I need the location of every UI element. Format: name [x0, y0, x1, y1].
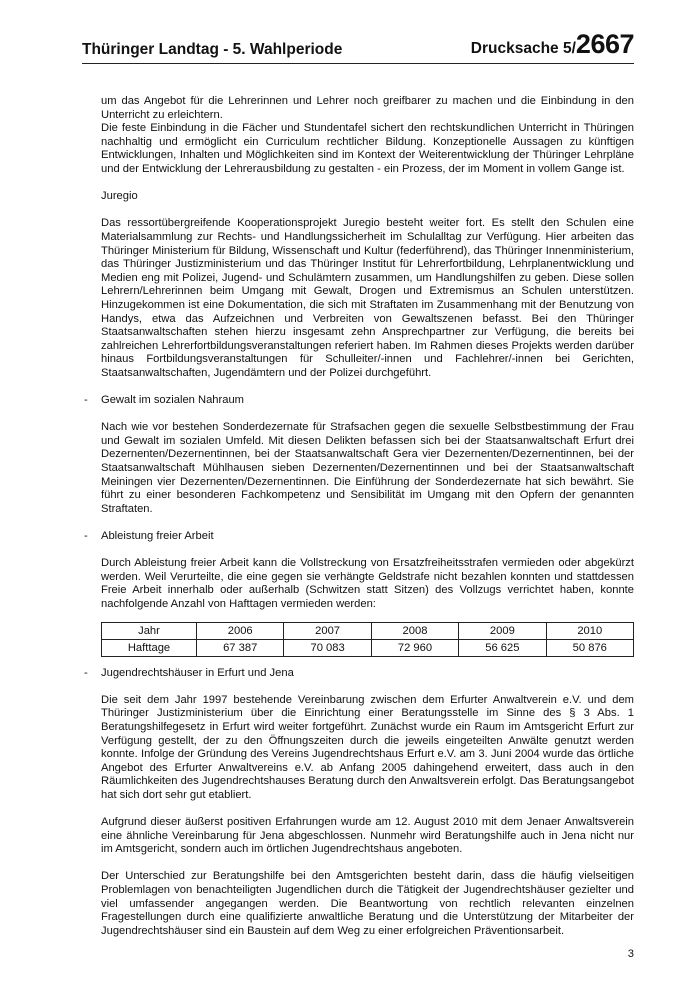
table-row [102, 639, 634, 656]
table-cell: 56 625 [459, 639, 546, 656]
table-cell: 2006 [197, 622, 284, 639]
paragraph-juregio: Das ressortübergreifende Kooperationsprojekt Juregio besteht weiter fort. Es stellt den Schulen eine Materialsammlung zur Rechts- und Handlungssicherheit im Schulalltag zur Verfügung. Hier arbeiten das Thüringer Ministerium für Bildung, Wissenschaft und Kultur (federführend), das Thüringer Innenministerium, das Thüringer Justizministerium und das Thüringer Institut für Lehrerfortbildung, Lehrplanentwicklung und Medien eng mit Polizei, Jugend- und Schulämtern zusammen, um Handlungshilfen zu geben. Diese sollen Lehrern/Lehrerinnen beim Umgang mit Gewalt, Drogen und Extremismus an Schulen unterstützen. Hinzugekommen ist eine Dokumentation, die sich mit Straftaten im Zusammenhang mit der Benutzung von Handys, etwa das Aufzeichnen und Verbreiten von Gewaltszenen befasst. Bei den Thüringer Staatsanwaltschaften stehen hierzu insgesamt zehn Ansprechpartner zur Verfügung, die bereits bei zahlreichen Lehrerfortbildungsveranstaltungen referiert haben. Im Rahmen dieses Projekts werden darüber hinaus Fortbildungsveranstaltungen für Schulleiter/-innen und Fachlehrer/-innen bei Gerichten, Staatsanwaltschaften, Jugendämtern und der Polizei durchgeführt. [101, 217, 634, 379]
table-cell: 2009 [459, 622, 546, 639]
heading-arbeit [84, 530, 634, 544]
table-cell: 2007 [284, 622, 371, 639]
paragraph-arbeit: Durch Ableistung freier Arbeit kann die Vollstreckung von Ersatzfreiheitsstrafen vermieden oder abgekürzt werden. Weil Verurteilte, die eine gegen sie verhängte Geldstrafe nicht bezahlen konnten und stattdessen Freie Arbeit innerhalb oder außerhalb (Schwitzen statt Sitzen) des Vollzugs verrichtet haben, konnte nachfolgende Anzahl von Hafttagen vermieden werden: [101, 557, 634, 610]
document-body [84, 95, 634, 938]
drucksache-label [471, 29, 634, 60]
table-cell: 2008 [371, 622, 458, 639]
heading-arbeit-text: Ableistung freier Arbeit [101, 530, 214, 542]
bullet-dash: - [84, 530, 88, 542]
table-cell: Hafttage [102, 639, 197, 656]
table-cell: 67 387 [197, 639, 284, 656]
paragraph-gewalt: Nach wie vor bestehen Sonderdezernate für Strafsachen gegen die sexuelle Selbstbestimmung der Frau und Gewalt im sozialen Umfeld. Mit diesen Delikten befassen sich bei der Staatsanwaltschaft Erfurt drei Dezernenten/Dezernentinnen, bei der Staatsanwaltschaft Gera vier Dezernenten/Dezernentinnen, bei der Staatsanwaltschaft Mühlhausen sieben Dezernenten/Dezernentinnen und bei der Staatsanwaltschaft Meiningen vier Dezernenten/Dezernentinnen. Die Einführung der Sonderdezernate hat sich bewährt. Sie führt zu einer besonderen Fachkompetenz und Sensibilität im Umgang mit den Opfern der genannten Straftaten. [101, 421, 634, 515]
drucksache-prefix: Drucksache 5/ [470, 40, 576, 57]
paragraph-intro: um das Angebot für die Lehrerinnen und Lehrer noch greifbarer zu machen und die Einbindung in den Unterricht zu erleichtern. [101, 95, 634, 121]
table-cell: 50 876 [546, 639, 633, 656]
bullet-dash: - [84, 394, 88, 407]
heading-jugendrechtshaus-text: Jugendrechtshäuser in Erfurt und Jena [101, 666, 294, 679]
paragraph-jugend-2: Aufgrund dieser äußerst positiven Erfahrungen wurde am 12. August 2010 mit dem Jenaer Anwaltsverein eine ähnliche Vereinbarung für Jena abgeschlossen. Nunmehr wird Beratungshilfe auch in Jena nicht nur im Amtsgericht, sondern auch im örtlichen Jugendrechtshaus angeboten. [101, 816, 634, 856]
page-header [82, 29, 634, 64]
heading-gewalt [84, 394, 634, 408]
drucksache-number: 2667 [575, 29, 634, 59]
table-row [102, 622, 634, 639]
paragraph-curriculum: Die feste Einbindung in die Fächer und Stundentafel sichert den rechtskundlichen Unterricht in Thüringen nachhaltig und ermöglicht ein Curriculum rechtlicher Bildung. Konzeptionelle Aussagen zu künftigen Entwicklungen, Inhalten und Möglichkeiten sind im Kontext der Weiterentwicklung der Thüringer Lehrpläne und der Entwicklung der Lehrerausbildung zu gestalten - ein Prozess, der im Moment in vollem Gange ist. [101, 122, 634, 175]
page-number: 3 [627, 948, 634, 960]
paragraph-jugend-1: Die seit dem Jahr 1997 bestehende Vereinbarung zwischen dem Erfurter Anwaltverein e.V. und dem Thüringer Justizministerium über die Einrichtung einer Beratungsstelle im Sinne des § 3 Abs. 1 Beratungshilfegesetz in Erfurt wird weiter fortgeführt. Zunächst wurde ein Raum im Amtsgericht Erfurt zur Verfügung gestellt, der zu den Öffnungszeiten durch die jeweils eingeteilten Anwälte genutzt werden konnte. Infolge der Gründung des Vereins Jugendrechtshaus Erfurt e.V. am 3. Juni 2004 wurde das örtliche Angebot des Erfurter Anwaltvereins e.V. ab Anfang 2005 dahingehend erweitert, dass auch in den Räumlichkeiten des Jugendrechtshauses Beratung durch den Anwaltsverein erfolgt. Das Beratungsangebot hat sich dort sehr gut etabliert. [101, 693, 634, 801]
paragraph-jugend-3: Der Unterschied zur Beratungshilfe bei den Amtsgerichten besteht darin, dass die häufig vielseitigen Problemlagen von benachteiligten Jugendlichen durch die Tätigkeit der Jugendrechtshäuser gezielter und viel umfassender angegangen werden. Die Beantwortung von rechtlich relevanten einzelnen Fragestellungen durch eine qualifizierte anwaltliche Beratung und die Unterstützung der Mitarbeiter der Jugendrechtshäuser sind ein Baustein auf dem Weg zu einer erfolgreichen Präventionsarbeit. [101, 870, 634, 937]
table-cell: Jahr [102, 622, 197, 639]
hafttage-table [101, 622, 634, 657]
heading-jugendrechtshaus [84, 666, 634, 681]
heading-gewalt-text: Gewalt im sozialen Nahraum [101, 394, 245, 407]
heading-juregio: Juregio [101, 190, 138, 203]
bullet-dash: - [84, 666, 88, 679]
table-cell: 70 083 [284, 639, 371, 656]
table-cell: 72 960 [371, 639, 458, 656]
table-cell: 2010 [546, 622, 633, 639]
header-title: Thüringer Landtag - 5. Wahlperiode [82, 41, 343, 58]
